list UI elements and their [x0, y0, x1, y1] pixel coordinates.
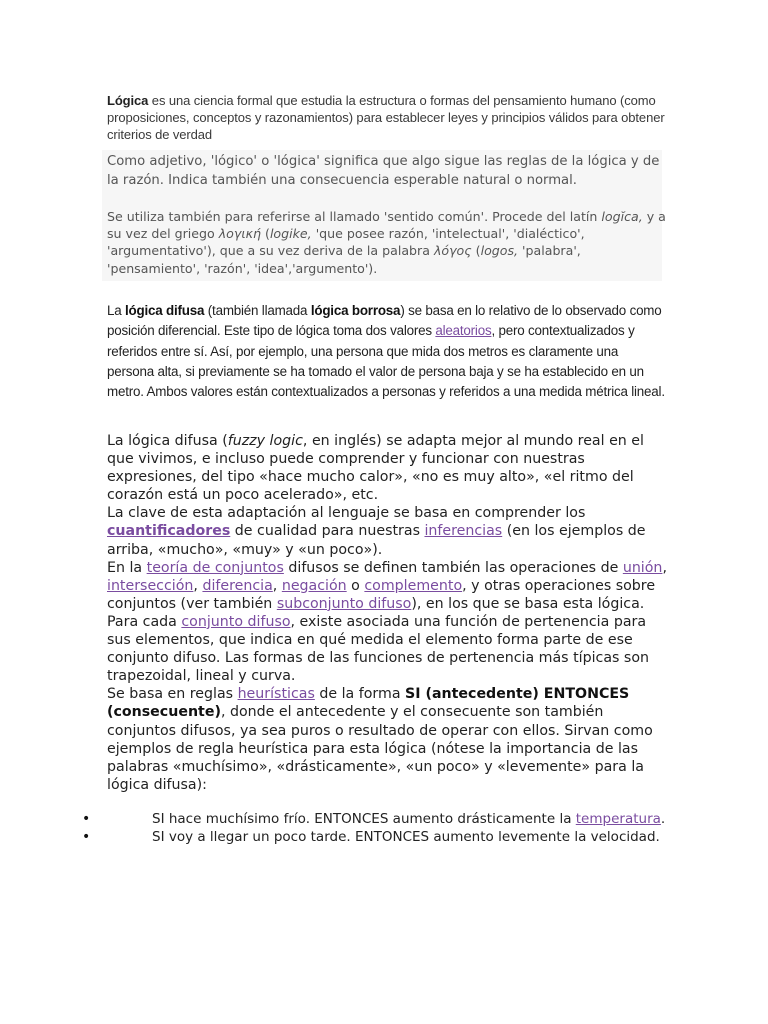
fuzzy-logic-details — [107, 432, 667, 794]
s4p3-e: , — [272, 577, 282, 594]
etym-latin: logĭca, — [601, 209, 643, 224]
s4p3-b: difusos se definen también las operaciones de — [283, 559, 623, 576]
definition-box — [102, 150, 666, 281]
link-cuantificadores[interactable]: cuantificadores — [107, 523, 231, 540]
link-conjunto-difuso[interactable]: conjunto difuso — [181, 613, 291, 630]
s4-paragraph-5 — [107, 685, 667, 794]
etym-logos: logos, — [480, 243, 519, 259]
bullet-icon: • — [82, 811, 91, 827]
etym-text-d: 'que posee razón, 'intelectual', 'dialéctico', 'argumentativo'), que a su vez deriva de la palabra — [107, 226, 585, 259]
rule-examples-list — [80, 811, 680, 846]
link-inferencias[interactable]: inferencias — [424, 523, 503, 540]
etym-text-b: y a su vez del griego — [107, 209, 666, 242]
s4-paragraph-1 — [107, 432, 667, 504]
intro-paragraph — [107, 92, 667, 143]
link-heuristicas[interactable]: heurísticas — [237, 686, 315, 703]
s4p3-d: , — [193, 577, 203, 594]
link-negacion[interactable]: negación — [281, 577, 347, 594]
intro-text: es una ciencia formal que estudia la estructura o formas del pensamiento humano (como proposiciones, conceptos y razonamientos) para establecer leyes y principios válidos para obtener criterios de verdad — [107, 93, 665, 142]
list-item — [80, 811, 680, 829]
s3-bold-logica-difusa: lógica difusa — [125, 303, 205, 318]
s4p2-c: (en los ejemplos de arriba, «mucho», «muy» y «un poco»). — [107, 523, 646, 558]
s4-paragraph-3 — [107, 559, 667, 613]
link-teoria-de-conjuntos[interactable]: teoría de conjuntos — [146, 559, 284, 576]
s4p5-c: , donde el antecedente y el consecuente son también conjuntos difusos, ya sea puros o resultado de operar con ellos. Sirvan como ejemplos de regla heurística para esta lógica (nótese la importancia de las palabras «muchísimo», «drásticamente», «un poco» y «levemente» para la lógica difusa): — [107, 704, 653, 793]
link-complemento[interactable]: complemento — [364, 577, 463, 594]
definition-paragraph-1: Como adjetivo, 'lógico' o 'lógica' significa que algo sigue las reglas de la lógica y de la razón. Indica también una consecuencia esperable natural o normal. — [107, 154, 660, 188]
fuzzy-logic-paragraph — [107, 301, 667, 402]
etym-logos-greek: λόγος — [433, 243, 472, 259]
etym-greek: λογική — [218, 226, 262, 242]
s4p1-b: , en inglés) se adapta mejor al mundo real en el que vivimos, e incluso puede comprender y funcionar con nuestras expresiones, del tipo «hace mucho calor», «no es muy alto», «el ritmo del corazón está un poco acelerado», etc. — [107, 433, 644, 504]
list-item-text — [107, 811, 680, 829]
bullet1-text: SI hace muchísimo frío. ENTONCES aumento drásticamente la — [152, 811, 576, 827]
link-interseccion[interactable]: intersección — [107, 577, 194, 594]
s4p2-a: La clave de esta adaptación al lenguaje se basa en comprender los — [107, 505, 586, 522]
s4p5-a: Se basa en reglas — [107, 686, 238, 703]
s4p5-b: de la forma — [314, 686, 406, 703]
s3-text-e: , pero contextualizados y referidos entre sí. Así, por ejemplo, una persona que mida dos metros es claramente una persona alta, si previamente se ha tomado el valor de persona baja y se ha establecido en un metro. Ambos valores están contextualizados a personas y referidos a una medida métrica lineal. — [107, 323, 665, 400]
term-logica: Lógica — [107, 93, 149, 108]
etym-text-c: ( — [261, 226, 270, 242]
s4p4-b: , existe asociada una función de pertenencia para sus elementos, que indica en qué medida el elemento forma parte de ese conjunto difuso. Las formas de las funciones de pertenencia más típicas son trapezoidal, lineal y curva. — [107, 613, 649, 685]
s4p1-fuzzy-logic: fuzzy logic — [227, 433, 303, 449]
s4p3-h: ), en los que se basa esta lógica. — [411, 595, 645, 612]
s4-paragraph-4 — [107, 613, 667, 685]
bullet2-text: SI voy a llegar un poco tarde. ENTONCES aumento levemente la velocidad. — [152, 828, 660, 845]
s3-text-a: La — [107, 303, 126, 318]
s4p5-rule-form: SI (antecedente) ENTONCES (consecuente) — [107, 686, 630, 721]
s4p3-c: , — [662, 559, 667, 576]
definition-paragraph-2 — [107, 208, 667, 277]
list-item — [80, 829, 680, 847]
link-subconjunto-difuso[interactable]: subconjunto difuso — [276, 595, 412, 612]
s4p3-f: o — [346, 577, 365, 594]
s4p1-a: La lógica difusa ( — [107, 433, 228, 449]
etym-text-f: 'palabra', 'pensamiento', 'razón', 'idea','argumento'). — [107, 243, 581, 276]
link-diferencia[interactable]: diferencia — [202, 577, 273, 594]
s4-paragraph-2 — [107, 504, 667, 558]
s4p2-b: de cualidad para nuestras — [230, 523, 425, 540]
link-aleatorios[interactable]: aleatorios — [435, 323, 492, 339]
link-temperatura[interactable]: temperatura — [575, 811, 661, 827]
s3-bold-logica-borrosa: lógica borrosa — [310, 303, 401, 318]
s3-text-c: (también llamada — [204, 303, 311, 318]
bullet-icon: • — [82, 828, 91, 845]
etym-logike: logike, — [269, 226, 312, 242]
s4p4-a: Para cada — [107, 613, 182, 630]
s3-text-d: ) se basa en lo relativo de lo observado como posición diferencial. Este tipo de lógica toma dos valores — [107, 303, 662, 339]
list-item-text — [107, 829, 680, 847]
etym-text-a: Se utiliza también para referirse al llamado 'sentido común'. Procede del latín — [107, 209, 602, 224]
bullet1-end: . — [660, 811, 666, 827]
s4p3-a: En la — [107, 559, 147, 576]
etym-text-e: ( — [471, 243, 481, 259]
s4p3-g: , y otras operaciones sobre conjuntos (ver también — [107, 577, 656, 612]
link-union[interactable]: unión — [622, 559, 663, 576]
